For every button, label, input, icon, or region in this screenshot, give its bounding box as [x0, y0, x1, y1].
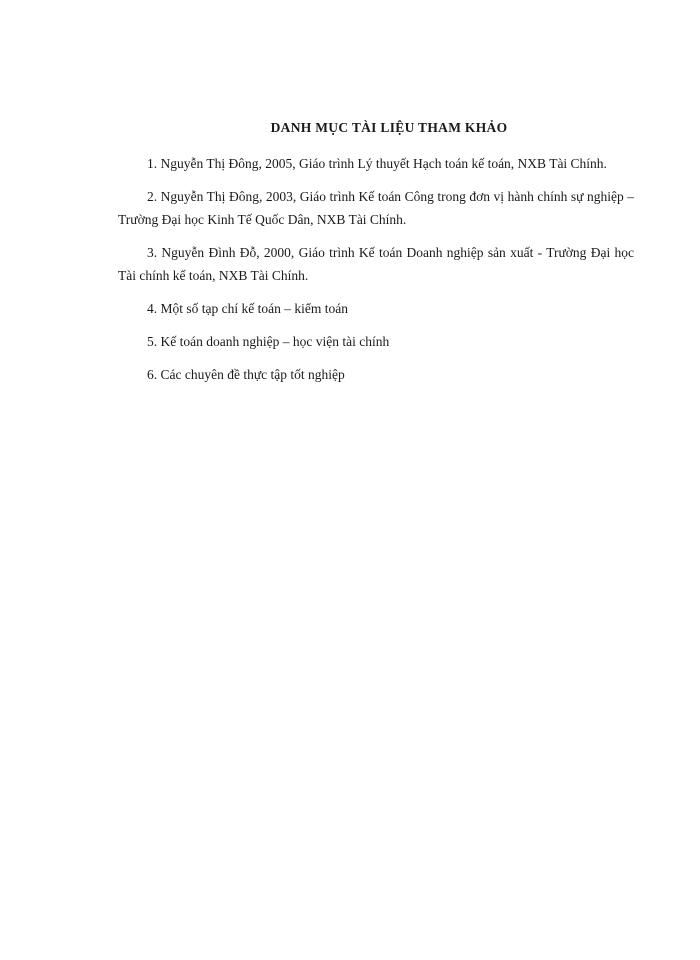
reference-item: 5. Kế toán doanh nghiệp – học viện tài chính — [147, 334, 390, 349]
page-title: DANH MỤC TÀI LIỆU THAM KHẢO — [270, 120, 508, 135]
reference-item: 3. Nguyễn Đình Đỗ, 2000, Giáo trình Kế toán Doanh nghiệp sản xuất - Trường Đại học Tài chính kế toán, NXB Tài Chính. — [118, 245, 634, 283]
reference-item: 1. Nguyễn Thị Đông, 2005, Giáo trình Lý thuyết Hạch toán kế toán, NXB Tài Chính. — [147, 156, 607, 171]
reference-item: 6. Các chuyên đề thực tập tốt nghiệp — [147, 367, 345, 382]
reference-item: 4. Một số tạp chí kế toán – kiểm toán — [147, 301, 348, 316]
reference-list — [118, 152, 634, 396]
reference-item: 2. Nguyễn Thị Đông, 2003, Giáo trình Kế toán Công trong đơn vị hành chính sự nghiệp – Trường Đại học Kinh Tế Quốc Dân, NXB Tài Chính. — [118, 189, 634, 227]
